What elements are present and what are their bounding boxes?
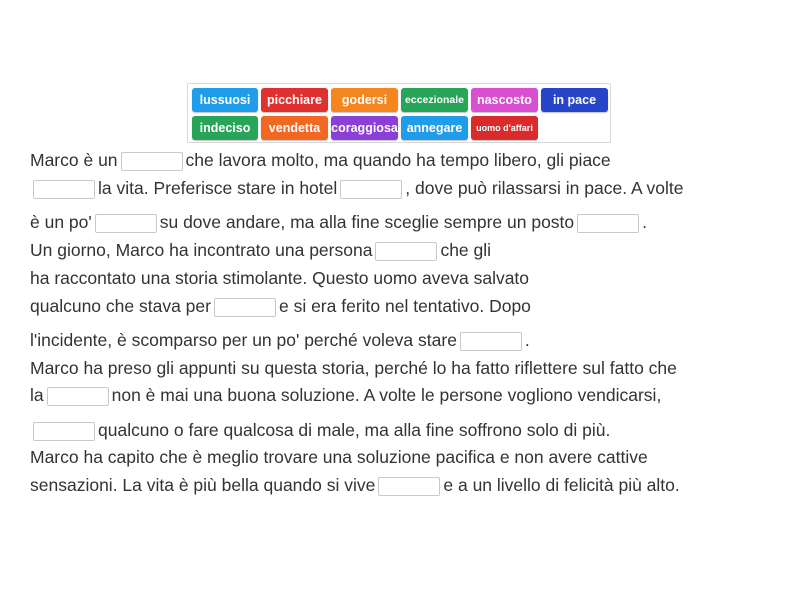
word-bank	[187, 83, 611, 143]
text-line-2	[30, 177, 684, 199]
text-fragment: .	[642, 212, 648, 232]
text-fragment: e si era ferito nel tentativo. Dopo	[278, 296, 531, 316]
blank-slot-1[interactable]	[121, 152, 183, 171]
text-fragment: Un giorno, Marco ha incontrato una persona	[30, 240, 373, 260]
blank-slot-7[interactable]	[214, 298, 276, 317]
blank-slot-3[interactable]	[340, 180, 402, 199]
word-tile-nascosto[interactable]: nascosto	[471, 88, 538, 112]
text-fragment: su dove andare, ma alla fine sceglie sempre un posto	[159, 212, 575, 232]
word-tile-uomo-daffari[interactable]: uomo d'affari	[471, 116, 538, 140]
text-fragment: sensazioni. La vita è più bella quando si vive	[30, 475, 376, 495]
word-tile-eccezionale[interactable]: eccezionale	[401, 88, 468, 112]
text-fragment: che lavora molto, ma quando ha tempo libero, gli piace	[185, 150, 611, 170]
blank-slot-4[interactable]	[95, 214, 157, 233]
text-fragment: Marco ha preso gli appunti su questa storia, perché lo ha fatto riflettere sul fatto che	[30, 358, 677, 378]
text-fragment: e a un livello di felicità più alto.	[443, 475, 680, 495]
text-line-9	[30, 384, 661, 406]
text-fragment: qualcuno o fare qualcosa di male, ma alla fine soffrono solo di più.	[98, 420, 611, 440]
blank-slot-9[interactable]	[47, 387, 109, 406]
text-line-12	[30, 474, 680, 496]
text-fragment: Marco è un	[30, 150, 118, 170]
blank-slot-6[interactable]	[375, 242, 437, 261]
word-tile-picchiare[interactable]: picchiare	[261, 88, 328, 112]
text-line-8	[30, 357, 677, 379]
word-tile-vendetta[interactable]: vendetta	[261, 116, 328, 140]
text-fragment: è un po'	[30, 212, 92, 232]
word-tile-coraggiosa[interactable]: coraggiosa	[331, 116, 398, 140]
text-line-3	[30, 211, 647, 233]
blank-slot-2[interactable]	[33, 180, 95, 199]
text-fragment: l'incidente, è scomparso per un po' perché voleva stare	[30, 330, 457, 350]
text-fragment: la	[30, 385, 44, 405]
word-tile-in-pace[interactable]: in pace	[541, 88, 608, 112]
word-tile-indeciso[interactable]: indeciso	[192, 116, 258, 140]
text-fragment: Marco ha capito che è meglio trovare una soluzione pacifica e non avere cattive	[30, 447, 648, 467]
text-fragment: che gli	[440, 240, 492, 260]
text-fragment: qualcuno che stava per	[30, 296, 211, 316]
blank-slot-5[interactable]	[577, 214, 639, 233]
text-fragment: .	[524, 330, 530, 350]
text-line-7	[30, 329, 530, 351]
word-tile-godersi[interactable]: godersi	[331, 88, 398, 112]
blank-slot-10[interactable]	[33, 422, 95, 441]
blank-slot-11[interactable]	[378, 477, 440, 496]
text-line-1	[30, 149, 611, 171]
word-tile-annegare[interactable]: annegare	[401, 116, 468, 140]
blank-slot-8[interactable]	[460, 332, 522, 351]
text-line-11	[30, 446, 648, 468]
text-fragment: , dove può rilassarsi in pace. A volte	[405, 178, 684, 198]
word-tile-lussuosi[interactable]: lussuosi	[192, 88, 258, 112]
text-fragment: non è mai una buona soluzione. A volte le persone vogliono vendicarsi,	[111, 385, 662, 405]
text-line-5	[30, 267, 529, 289]
text-fragment: ha raccontato una storia stimolante. Questo uomo aveva salvato	[30, 268, 530, 288]
text-line-6	[30, 295, 531, 317]
text-fragment: la vita. Preferisce stare in hotel	[98, 178, 338, 198]
text-line-4	[30, 239, 491, 261]
text-line-10	[30, 419, 610, 441]
